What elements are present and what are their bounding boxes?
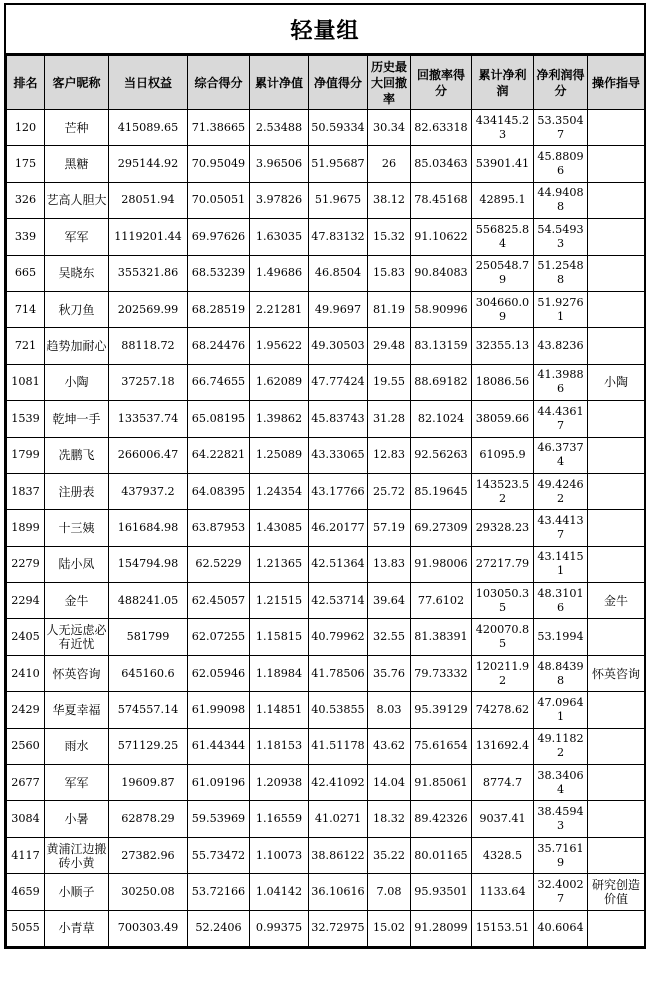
rank-cell: 5055 — [7, 910, 45, 946]
table-row — [7, 328, 645, 364]
profit-score-cell: 43.14151 — [534, 546, 588, 582]
total-score-cell: 53.72166 — [188, 874, 250, 910]
rank-cell: 2294 — [7, 583, 45, 619]
profit-score-cell: 38.34064 — [534, 765, 588, 801]
drawdown-score-cell: 85.03463 — [411, 146, 472, 182]
cum-profit-cell: 53901.41 — [472, 146, 534, 182]
equity-cell: 19609.87 — [109, 765, 188, 801]
equity-cell: 88118.72 — [109, 328, 188, 364]
max-drawdown-cell: 39.64 — [368, 583, 411, 619]
total-score-cell: 61.99098 — [188, 692, 250, 728]
cum-nav-cell: 1.21365 — [250, 546, 309, 582]
rank-cell: 2405 — [7, 619, 45, 655]
profit-score-cell: 53.35047 — [534, 110, 588, 146]
profit-score-cell: 49.11822 — [534, 728, 588, 764]
guidance-cell — [588, 765, 645, 801]
nav-score-cell: 42.51364 — [309, 546, 368, 582]
total-score-cell: 64.22821 — [188, 437, 250, 473]
nav-score-cell: 49.9697 — [309, 291, 368, 327]
max-drawdown-cell: 15.02 — [368, 910, 411, 946]
drawdown-score-cell: 90.84083 — [411, 255, 472, 291]
equity-cell: 154794.98 — [109, 546, 188, 582]
guidance-cell — [588, 692, 645, 728]
table-row — [7, 437, 645, 473]
cum-nav-cell: 3.97826 — [250, 182, 309, 218]
cum-nav-cell: 3.96506 — [250, 146, 309, 182]
table-row — [7, 583, 645, 619]
max-drawdown-cell: 31.28 — [368, 401, 411, 437]
nickname-cell: 人无远虑必有近忧 — [45, 619, 109, 655]
cum-profit-cell: 42895.1 — [472, 182, 534, 218]
guidance-cell — [588, 837, 645, 873]
nav-score-cell: 40.79962 — [309, 619, 368, 655]
rank-cell: 339 — [7, 219, 45, 255]
nickname-cell: 金牛 — [45, 583, 109, 619]
profit-score-cell: 41.39886 — [534, 364, 588, 400]
max-drawdown-cell: 43.62 — [368, 728, 411, 764]
nickname-cell: 华夏幸福 — [45, 692, 109, 728]
drawdown-score-cell: 91.85061 — [411, 765, 472, 801]
rank-cell: 2279 — [7, 546, 45, 582]
nickname-cell: 黑糖 — [45, 146, 109, 182]
leaderboard-sheet — [4, 3, 646, 949]
nav-score-cell: 41.0271 — [309, 801, 368, 837]
max-drawdown-cell: 8.03 — [368, 692, 411, 728]
drawdown-score-cell: 91.28099 — [411, 910, 472, 946]
max-drawdown-cell: 18.32 — [368, 801, 411, 837]
profit-score-cell: 48.31016 — [534, 583, 588, 619]
equity-cell: 645160.6 — [109, 655, 188, 691]
nav-score-cell: 47.77424 — [309, 364, 368, 400]
rank-cell: 1799 — [7, 437, 45, 473]
nickname-cell: 小陶 — [45, 364, 109, 400]
cum-profit-cell: 74278.62 — [472, 692, 534, 728]
profit-score-cell: 44.94088 — [534, 182, 588, 218]
rank-cell: 120 — [7, 110, 45, 146]
rank-cell: 2410 — [7, 655, 45, 691]
equity-cell: 295144.92 — [109, 146, 188, 182]
guidance-cell — [588, 401, 645, 437]
max-drawdown-cell: 26 — [368, 146, 411, 182]
nav-score-cell: 50.59334 — [309, 110, 368, 146]
drawdown-score-cell: 95.39129 — [411, 692, 472, 728]
profit-score-cell: 48.84398 — [534, 655, 588, 691]
table-row — [7, 692, 645, 728]
equity-cell: 37257.18 — [109, 364, 188, 400]
equity-cell: 700303.49 — [109, 910, 188, 946]
page-title: 轻量组 — [6, 5, 644, 55]
drawdown-score-cell: 92.56263 — [411, 437, 472, 473]
table-row — [7, 401, 645, 437]
rank-cell: 1081 — [7, 364, 45, 400]
total-score-cell: 64.08395 — [188, 473, 250, 509]
equity-cell: 415089.65 — [109, 110, 188, 146]
profit-score-cell: 54.54933 — [534, 219, 588, 255]
nav-score-cell: 47.83132 — [309, 219, 368, 255]
header-row — [7, 56, 645, 110]
total-score-cell: 68.28519 — [188, 291, 250, 327]
drawdown-score-cell: 83.13159 — [411, 328, 472, 364]
profit-score-cell: 51.92761 — [534, 291, 588, 327]
equity-cell: 28051.94 — [109, 182, 188, 218]
profit-score-cell: 49.42462 — [534, 473, 588, 509]
guidance-cell — [588, 219, 645, 255]
total-score-cell: 69.97626 — [188, 219, 250, 255]
col-header-equity: 当日权益 — [109, 56, 188, 110]
col-header-max-drawdown: 历史最大回撤率 — [368, 56, 411, 110]
rank-cell: 2429 — [7, 692, 45, 728]
table-row — [7, 728, 645, 764]
drawdown-score-cell: 69.27309 — [411, 510, 472, 546]
table-row — [7, 801, 645, 837]
col-header-rank: 排名 — [7, 56, 45, 110]
cum-nav-cell: 2.21281 — [250, 291, 309, 327]
cum-nav-cell: 1.14851 — [250, 692, 309, 728]
nickname-cell: 陆小凤 — [45, 546, 109, 582]
table-row — [7, 910, 645, 946]
equity-cell: 161684.98 — [109, 510, 188, 546]
nickname-cell: 怀英咨询 — [45, 655, 109, 691]
guidance-cell — [588, 546, 645, 582]
table-row — [7, 546, 645, 582]
max-drawdown-cell: 81.19 — [368, 291, 411, 327]
nav-score-cell: 32.72975 — [309, 910, 368, 946]
nickname-cell: 趋势加耐心 — [45, 328, 109, 364]
total-score-cell: 71.38665 — [188, 110, 250, 146]
max-drawdown-cell: 38.12 — [368, 182, 411, 218]
ranking-table — [6, 55, 645, 947]
nav-score-cell: 36.10616 — [309, 874, 368, 910]
col-header-total-score: 综合得分 — [188, 56, 250, 110]
cum-profit-cell: 434145.23 — [472, 110, 534, 146]
drawdown-score-cell: 88.69182 — [411, 364, 472, 400]
col-header-profit-score: 净利润得分 — [534, 56, 588, 110]
cum-nav-cell: 2.53488 — [250, 110, 309, 146]
nickname-cell: 注册表 — [45, 473, 109, 509]
cum-profit-cell: 1133.64 — [472, 874, 534, 910]
total-score-cell: 70.05051 — [188, 182, 250, 218]
equity-cell: 581799 — [109, 619, 188, 655]
nickname-cell: 黄浦江边搬砖小黄 — [45, 837, 109, 873]
drawdown-score-cell: 89.42326 — [411, 801, 472, 837]
max-drawdown-cell: 7.08 — [368, 874, 411, 910]
rank-cell: 175 — [7, 146, 45, 182]
rank-cell: 326 — [7, 182, 45, 218]
table-body — [7, 110, 645, 947]
total-score-cell: 63.87953 — [188, 510, 250, 546]
cum-profit-cell: 103050.35 — [472, 583, 534, 619]
table-row — [7, 874, 645, 910]
total-score-cell: 66.74655 — [188, 364, 250, 400]
drawdown-score-cell: 79.73332 — [411, 655, 472, 691]
table-row — [7, 291, 645, 327]
max-drawdown-cell: 15.32 — [368, 219, 411, 255]
max-drawdown-cell: 29.48 — [368, 328, 411, 364]
max-drawdown-cell: 14.04 — [368, 765, 411, 801]
cum-nav-cell: 1.10073 — [250, 837, 309, 873]
cum-nav-cell: 1.15815 — [250, 619, 309, 655]
nav-score-cell: 40.53855 — [309, 692, 368, 728]
cum-nav-cell: 1.63035 — [250, 219, 309, 255]
cum-nav-cell: 1.49686 — [250, 255, 309, 291]
cum-nav-cell: 1.18153 — [250, 728, 309, 764]
drawdown-score-cell: 75.61654 — [411, 728, 472, 764]
rank-cell: 1899 — [7, 510, 45, 546]
total-score-cell: 61.44344 — [188, 728, 250, 764]
cum-profit-cell: 304660.09 — [472, 291, 534, 327]
max-drawdown-cell: 57.19 — [368, 510, 411, 546]
equity-cell: 133537.74 — [109, 401, 188, 437]
equity-cell: 355321.86 — [109, 255, 188, 291]
drawdown-score-cell: 82.1024 — [411, 401, 472, 437]
cum-nav-cell: 1.04142 — [250, 874, 309, 910]
total-score-cell: 68.53239 — [188, 255, 250, 291]
max-drawdown-cell: 13.83 — [368, 546, 411, 582]
drawdown-score-cell: 77.6102 — [411, 583, 472, 619]
drawdown-score-cell: 85.19645 — [411, 473, 472, 509]
equity-cell: 437937.2 — [109, 473, 188, 509]
cum-nav-cell: 1.43085 — [250, 510, 309, 546]
cum-profit-cell: 18086.56 — [472, 364, 534, 400]
equity-cell: 1119201.44 — [109, 219, 188, 255]
cum-nav-cell: 1.95622 — [250, 328, 309, 364]
drawdown-score-cell: 80.01165 — [411, 837, 472, 873]
max-drawdown-cell: 30.34 — [368, 110, 411, 146]
profit-score-cell: 40.6064 — [534, 910, 588, 946]
table-row — [7, 182, 645, 218]
drawdown-score-cell: 78.45168 — [411, 182, 472, 218]
guidance-cell — [588, 437, 645, 473]
cum-profit-cell: 32355.13 — [472, 328, 534, 364]
guidance-cell — [588, 510, 645, 546]
nickname-cell: 十三姨 — [45, 510, 109, 546]
table-row — [7, 219, 645, 255]
cum-profit-cell: 8774.7 — [472, 765, 534, 801]
cum-nav-cell: 1.39862 — [250, 401, 309, 437]
table-row — [7, 619, 645, 655]
nickname-cell: 小青草 — [45, 910, 109, 946]
drawdown-score-cell: 91.98006 — [411, 546, 472, 582]
total-score-cell: 55.73472 — [188, 837, 250, 873]
nickname-cell: 军军 — [45, 219, 109, 255]
cum-nav-cell: 1.20938 — [250, 765, 309, 801]
total-score-cell: 70.95049 — [188, 146, 250, 182]
rank-cell: 3084 — [7, 801, 45, 837]
max-drawdown-cell: 35.76 — [368, 655, 411, 691]
table-row — [7, 364, 645, 400]
profit-score-cell: 35.71619 — [534, 837, 588, 873]
total-score-cell: 62.07255 — [188, 619, 250, 655]
nav-score-cell: 46.8504 — [309, 255, 368, 291]
rank-cell: 714 — [7, 291, 45, 327]
total-score-cell: 65.08195 — [188, 401, 250, 437]
drawdown-score-cell: 82.63318 — [411, 110, 472, 146]
table-row — [7, 146, 645, 182]
guidance-cell: 小陶 — [588, 364, 645, 400]
table-row — [7, 837, 645, 873]
max-drawdown-cell: 15.83 — [368, 255, 411, 291]
cum-profit-cell: 29328.23 — [472, 510, 534, 546]
profit-score-cell: 44.43617 — [534, 401, 588, 437]
drawdown-score-cell: 91.10622 — [411, 219, 472, 255]
cum-profit-cell: 61095.9 — [472, 437, 534, 473]
guidance-cell — [588, 291, 645, 327]
guidance-cell: 怀英咨询 — [588, 655, 645, 691]
table-row — [7, 110, 645, 146]
total-score-cell: 68.24476 — [188, 328, 250, 364]
table-row — [7, 473, 645, 509]
cum-nav-cell: 1.25089 — [250, 437, 309, 473]
profit-score-cell: 43.8236 — [534, 328, 588, 364]
nav-score-cell: 46.20177 — [309, 510, 368, 546]
nav-score-cell: 41.51178 — [309, 728, 368, 764]
table-row — [7, 765, 645, 801]
guidance-cell: 研究创造价值 — [588, 874, 645, 910]
guidance-cell — [588, 146, 645, 182]
cum-nav-cell: 1.18984 — [250, 655, 309, 691]
nav-score-cell: 45.83743 — [309, 401, 368, 437]
nav-score-cell: 42.53714 — [309, 583, 368, 619]
drawdown-score-cell: 58.90996 — [411, 291, 472, 327]
nickname-cell: 芒种 — [45, 110, 109, 146]
cum-nav-cell: 1.24354 — [250, 473, 309, 509]
col-header-cum-nav: 累计净值 — [250, 56, 309, 110]
cum-profit-cell: 143523.52 — [472, 473, 534, 509]
nav-score-cell: 38.86122 — [309, 837, 368, 873]
profit-score-cell: 46.37374 — [534, 437, 588, 473]
rank-cell: 665 — [7, 255, 45, 291]
cum-nav-cell: 1.16559 — [250, 801, 309, 837]
equity-cell: 571129.25 — [109, 728, 188, 764]
cum-profit-cell: 4328.5 — [472, 837, 534, 873]
max-drawdown-cell: 35.22 — [368, 837, 411, 873]
col-header-nav-score: 净值得分 — [309, 56, 368, 110]
total-score-cell: 61.09196 — [188, 765, 250, 801]
profit-score-cell: 38.45943 — [534, 801, 588, 837]
cum-profit-cell: 38059.66 — [472, 401, 534, 437]
cum-profit-cell: 9037.41 — [472, 801, 534, 837]
cum-profit-cell: 556825.84 — [472, 219, 534, 255]
cum-profit-cell: 131692.4 — [472, 728, 534, 764]
nickname-cell: 秋刀鱼 — [45, 291, 109, 327]
drawdown-score-cell: 81.38391 — [411, 619, 472, 655]
cum-profit-cell: 27217.79 — [472, 546, 534, 582]
total-score-cell: 52.2406 — [188, 910, 250, 946]
total-score-cell: 62.5229 — [188, 546, 250, 582]
profit-score-cell: 47.09641 — [534, 692, 588, 728]
guidance-cell — [588, 255, 645, 291]
profit-score-cell: 45.88096 — [534, 146, 588, 182]
cum-profit-cell: 120211.92 — [472, 655, 534, 691]
equity-cell: 62878.29 — [109, 801, 188, 837]
nickname-cell: 乾坤一手 — [45, 401, 109, 437]
nav-score-cell: 51.95687 — [309, 146, 368, 182]
nav-score-cell: 51.9675 — [309, 182, 368, 218]
guidance-cell — [588, 619, 645, 655]
guidance-cell — [588, 728, 645, 764]
cum-profit-cell: 420070.85 — [472, 619, 534, 655]
rank-cell: 4659 — [7, 874, 45, 910]
nickname-cell: 冼鹏飞 — [45, 437, 109, 473]
guidance-cell — [588, 473, 645, 509]
nickname-cell: 小暑 — [45, 801, 109, 837]
nav-score-cell: 42.41092 — [309, 765, 368, 801]
guidance-cell: 金牛 — [588, 583, 645, 619]
cum-profit-cell: 15153.51 — [472, 910, 534, 946]
nav-score-cell: 41.78506 — [309, 655, 368, 691]
equity-cell: 27382.96 — [109, 837, 188, 873]
col-header-cum-profit: 累计净利润 — [472, 56, 534, 110]
total-score-cell: 62.05946 — [188, 655, 250, 691]
cum-nav-cell: 1.62089 — [250, 364, 309, 400]
nav-score-cell: 43.33065 — [309, 437, 368, 473]
table-row — [7, 255, 645, 291]
rank-cell: 1837 — [7, 473, 45, 509]
nickname-cell: 雨水 — [45, 728, 109, 764]
equity-cell: 202569.99 — [109, 291, 188, 327]
equity-cell: 30250.08 — [109, 874, 188, 910]
cum-nav-cell: 1.21515 — [250, 583, 309, 619]
nickname-cell: 吴晓东 — [45, 255, 109, 291]
equity-cell: 266006.47 — [109, 437, 188, 473]
nickname-cell: 艺高人胆大 — [45, 182, 109, 218]
rank-cell: 2560 — [7, 728, 45, 764]
max-drawdown-cell: 25.72 — [368, 473, 411, 509]
max-drawdown-cell: 19.55 — [368, 364, 411, 400]
total-score-cell: 59.53969 — [188, 801, 250, 837]
nav-score-cell: 43.17766 — [309, 473, 368, 509]
equity-cell: 574557.14 — [109, 692, 188, 728]
nav-score-cell: 49.30503 — [309, 328, 368, 364]
nickname-cell: 军军 — [45, 765, 109, 801]
drawdown-score-cell: 95.93501 — [411, 874, 472, 910]
profit-score-cell: 32.40027 — [534, 874, 588, 910]
profit-score-cell: 51.25488 — [534, 255, 588, 291]
col-header-nickname: 客户昵称 — [45, 56, 109, 110]
rank-cell: 4117 — [7, 837, 45, 873]
profit-score-cell: 43.44137 — [534, 510, 588, 546]
col-header-drawdown-score: 回撤率得分 — [411, 56, 472, 110]
col-header-guidance: 操作指导 — [588, 56, 645, 110]
nickname-cell: 小顺子 — [45, 874, 109, 910]
profit-score-cell: 53.1994 — [534, 619, 588, 655]
guidance-cell — [588, 801, 645, 837]
table-row — [7, 655, 645, 691]
guidance-cell — [588, 910, 645, 946]
table-row — [7, 510, 645, 546]
rank-cell: 1539 — [7, 401, 45, 437]
max-drawdown-cell: 12.83 — [368, 437, 411, 473]
total-score-cell: 62.45057 — [188, 583, 250, 619]
cum-profit-cell: 250548.79 — [472, 255, 534, 291]
cum-nav-cell: 0.99375 — [250, 910, 309, 946]
max-drawdown-cell: 32.55 — [368, 619, 411, 655]
guidance-cell — [588, 182, 645, 218]
rank-cell: 2677 — [7, 765, 45, 801]
rank-cell: 721 — [7, 328, 45, 364]
equity-cell: 488241.05 — [109, 583, 188, 619]
guidance-cell — [588, 110, 645, 146]
guidance-cell — [588, 328, 645, 364]
